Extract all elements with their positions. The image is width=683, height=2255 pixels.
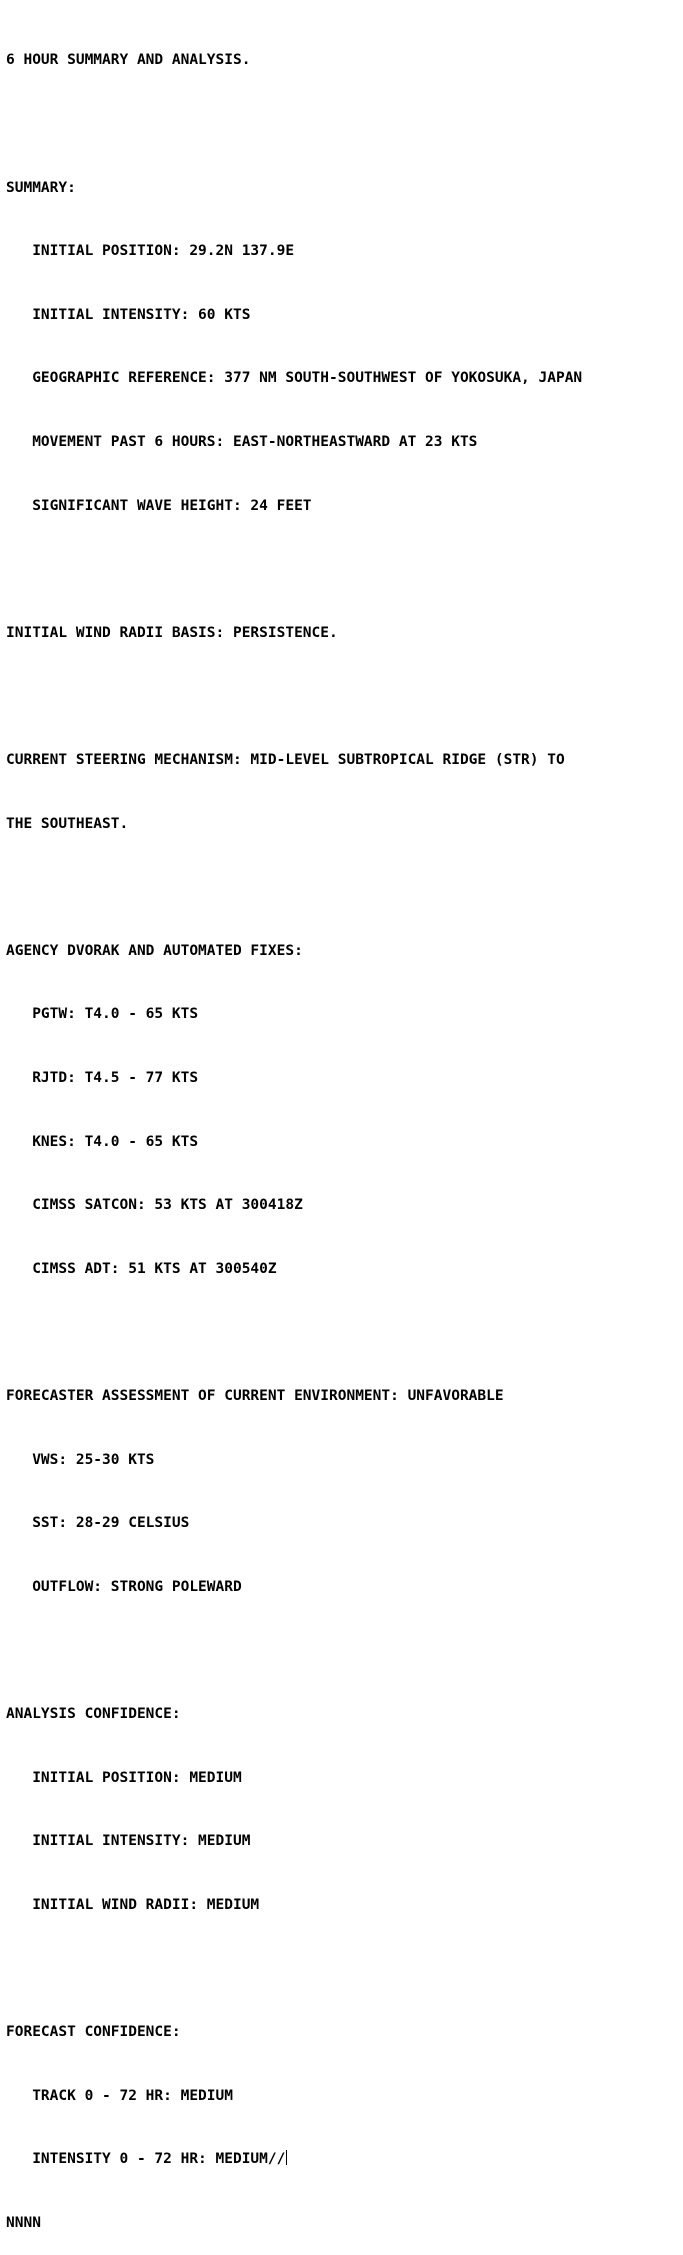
document-line: CURRENT STEERING MECHANISM: MID-LEVEL SUBTROPICAL RIDGE (STR) TO [6, 752, 565, 769]
document-line [6, 1641, 677, 1662]
document-line: 6 HOUR SUMMARY AND ANALYSIS. [6, 52, 251, 69]
document-line: RJTD: T4.5 - 77 KTS [6, 1070, 199, 1087]
document-line [6, 877, 677, 898]
document-line [6, 1323, 677, 1344]
document-line: PGTW: T4.0 - 65 KTS [6, 1006, 199, 1023]
document-line [6, 686, 677, 707]
document-line-text: INTENSITY 0 - 72 HR: MEDIUM// [6, 2151, 286, 2168]
document-line: SST: 28-29 CELSIUS [6, 1515, 190, 1532]
document-line: MOVEMENT PAST 6 HOURS: EAST-NORTHEASTWARD AT 23 KTS [6, 434, 478, 451]
document-line: KNES: T4.0 - 65 KTS [6, 1133, 199, 1150]
document-line: FORECASTER ASSESSMENT OF CURRENT ENVIRONMENT: UNFAVORABLE [6, 1388, 504, 1405]
document-line: CIMSS ADT: 51 KTS AT 300540Z [6, 1260, 277, 1277]
document-line [6, 114, 677, 135]
document-line: INITIAL POSITION: 29.2N 137.9E [6, 243, 295, 260]
document-line: TRACK 0 - 72 HR: MEDIUM [6, 2087, 233, 2104]
document-line [6, 559, 677, 580]
document-line: INITIAL INTENSITY: 60 KTS [6, 306, 251, 323]
document-line: AGENCY DVORAK AND AUTOMATED FIXES: [6, 942, 303, 959]
document-line-with-caret [6, 2149, 677, 2170]
document-line [6, 1959, 677, 1980]
document-line: INITIAL POSITION: MEDIUM [6, 1769, 242, 1786]
document-line: INITIAL WIND RADII: MEDIUM [6, 1896, 260, 1913]
document-line: FORECAST CONFIDENCE: [6, 2024, 181, 2041]
document-line: SIGNIFICANT WAVE HEIGHT: 24 FEET [6, 497, 312, 514]
document-line: VWS: 25-30 KTS [6, 1451, 155, 1468]
document-line: CIMSS SATCON: 53 KTS AT 300418Z [6, 1197, 303, 1214]
document-line: GEOGRAPHIC REFERENCE: 377 NM SOUTH-SOUTHWEST OF YOKOSUKA, JAPAN [6, 370, 583, 387]
document-line-end-marker: NNNN [6, 2215, 41, 2232]
document-line: SUMMARY: [6, 179, 76, 196]
document-line: OUTFLOW: STRONG POLEWARD [6, 1578, 242, 1595]
document-line: INITIAL WIND RADII BASIS: PERSISTENCE. [6, 624, 338, 641]
document-line: INITIAL INTENSITY: MEDIUM [6, 1833, 251, 1850]
document-line: THE SOUTHEAST. [6, 815, 129, 832]
document-line: ANALYSIS CONFIDENCE: [6, 1706, 181, 1723]
text-caret [286, 2150, 287, 2165]
